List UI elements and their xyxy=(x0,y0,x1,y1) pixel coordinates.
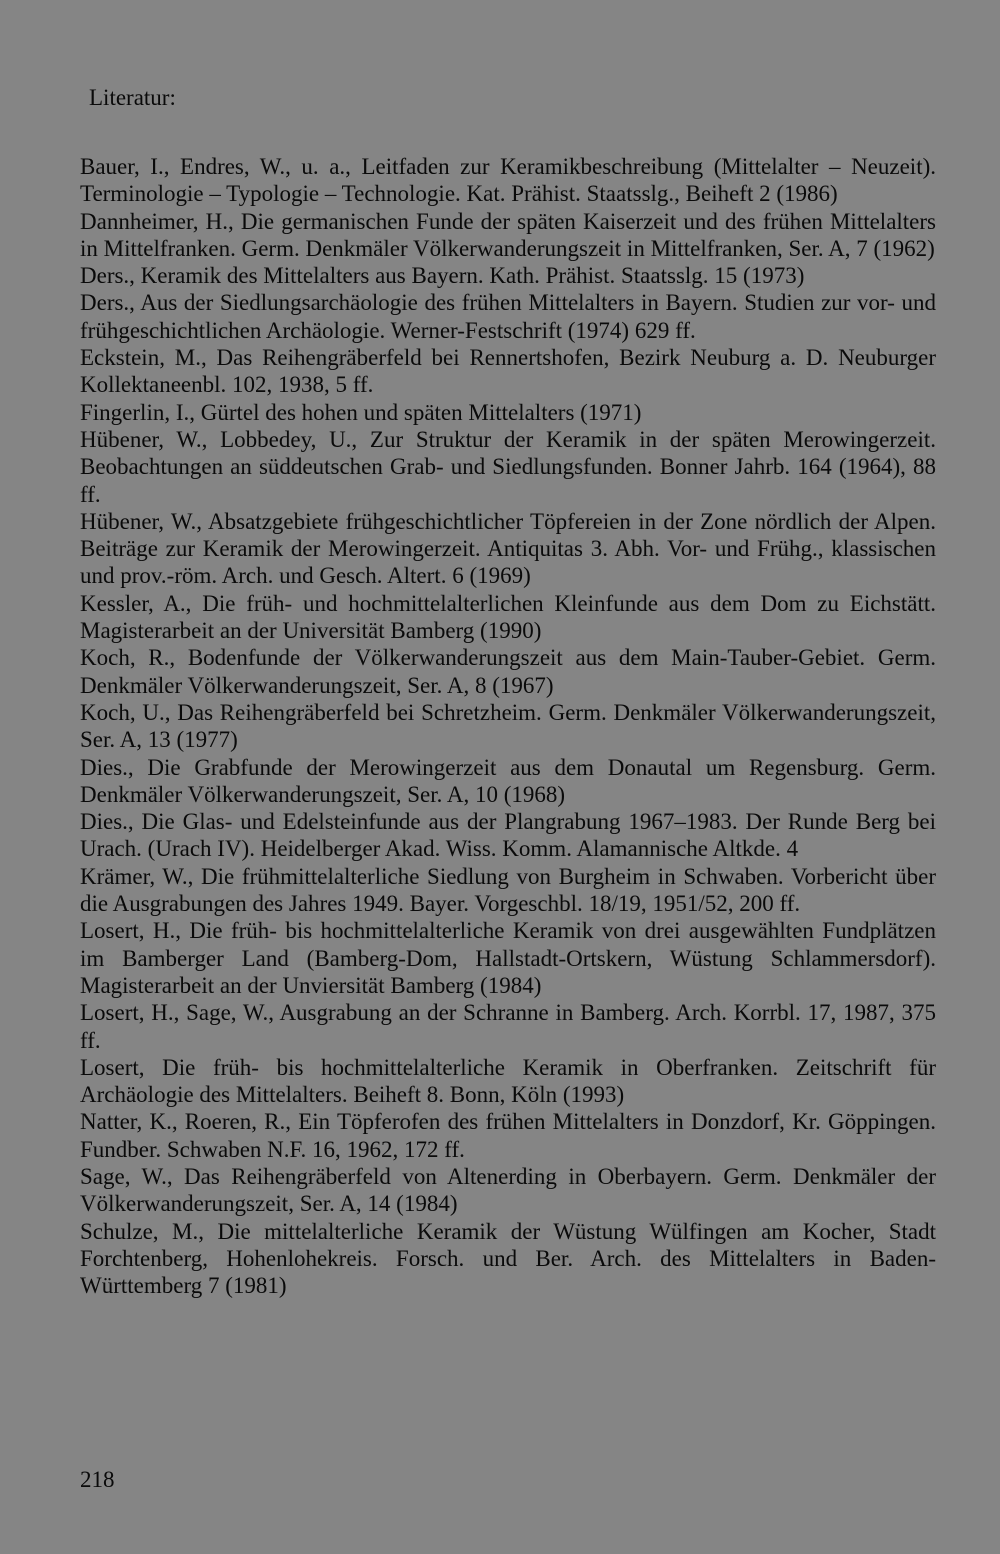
bibliography-entry: Natter, K., Roeren, R., Ein Töpferofen des frühen Mittelalters in Donzdorf, Kr. Göppingen. Fundber. Schwaben N.F. 16, 1962, 172 ff. xyxy=(80,1109,936,1162)
bibliography-entry: Ders., Keramik des Mittelalters aus Bayern. Kath. Prähist. Staatsslg. 15 (1973) xyxy=(80,263,805,289)
document-page xyxy=(80,82,936,1299)
page-number: 218 xyxy=(80,1467,115,1492)
bibliography-entry: Schulze, M., Die mittelalterliche Keramik der Wüstung Wülfingen am Kocher, Stadt Forchtenberg, Hohenlohekreis. Forsch. und Ber. Arch. des Mittelalters in Baden-Württemberg 7 (1981) xyxy=(80,1218,936,1299)
bibliography-entry: Losert, Die früh- bis hochmittelalterliche Keramik in Oberfranken. Zeitschrift für Archäologie des Mittelalters. Beiheft 8. Bonn, Köln (1993) xyxy=(80,1054,936,1108)
bibliography-entry: Eckstein, M., Das Reihengräberfeld bei Rennertshofen, Bezirk Neuburg a. D. Neuburger Kollektaneenbl. 102, 1938, 5 ff. xyxy=(80,345,936,398)
bibliography-entry: Bauer, I., Endres, W., u. a., Leitfaden zur Keramikbeschreibung (Mittelalter – Neuzeit). Terminologie – Typologie – Technologie. Kat. Prähist. Staatsslg., Beiheft 2 (1986) xyxy=(80,154,936,207)
bibliography-entry: Dies., Die Grabfunde der Merowingerzeit aus dem Donautal um Regensburg. Germ. Denkmäler Völkerwanderungszeit, Ser. A, 10 (1968) xyxy=(80,754,936,807)
bibliography-list xyxy=(80,153,936,1299)
bibliography-entry: Losert, H., Die früh- bis hochmittelalterliche Keramik von drei ausgewählten Fundplätzen im Bamberger Land (Bamberg-Dom, Hallstadt-Ortskern, Wüstung Schlammersdorf). Magisterarbeit an der Unviersität Bamberg (1984) xyxy=(80,918,936,998)
bibliography-entry: Hübener, W., Absatzgebiete frühgeschichtlicher Töpfereien in der Zone nördlich der Alpen. Beiträge zur Keramik der Merowingerzeit. Antiquitas 3. Abh. Vor- und Frühg., klassischen und prov.-röm. Arch. und Gesch. Altert. 6 (1969) xyxy=(80,508,936,589)
bibliography-entry: Fingerlin, I., Gürtel des hohen und späten Mittelalters (1971) xyxy=(80,399,642,425)
bibliography-entry: Losert, H., Sage, W., Ausgrabung an der Schranne in Bamberg. Arch. Korrbl. 17, 1987, 375 ff. xyxy=(80,1000,936,1053)
bibliography-entry: Koch, U., Das Reihengräberfeld bei Schretzheim. Germ. Denkmäler Völkerwanderungszeit, Ser. A, 13 (1977) xyxy=(80,699,936,753)
section-heading: Literatur: xyxy=(89,85,176,110)
bibliography-entry: Koch, R., Bodenfunde der Völkerwanderungszeit aus dem Main-Tauber-Gebiet. Germ. Denkmäler Völkerwanderungszeit, Ser. A, 8 (1967) xyxy=(80,645,936,698)
bibliography-entry: Sage, W., Das Reihengräberfeld von Altenerding in Oberbayern. Germ. Denkmäler der Völkerwanderungszeit, Ser. A, 14 (1984) xyxy=(80,1163,936,1217)
bibliography-entry: Dannheimer, H., Die germanischen Funde der späten Kaiserzeit und des frühen Mittelalters in Mittelfranken. Germ. Denkmäler Völkerwanderungszeit in Mittelfranken, Ser. A, 7 (1962) xyxy=(80,208,936,261)
bibliography-entry: Hübener, W., Lobbedey, U., Zur Struktur der Keramik in der späten Merowingerzeit. Beobachtungen an süddeutschen Grab- und Siedlungsfunden. Bonner Jahrb. 164 (1964), 88 ff. xyxy=(80,426,936,507)
bibliography-entry: Ders., Aus der Siedlungsarchäologie des frühen Mittelalters in Bayern. Studien zur vor- und frühgeschichtlichen Archäologie. Werner-Festschrift (1974) 629 ff. xyxy=(80,290,936,343)
bibliography-entry: Kessler, A., Die früh- und hochmittelalterlichen Kleinfunde aus dem Dom zu Eichstätt. Magisterarbeit an der Universität Bamberg (1990) xyxy=(80,590,936,644)
bibliography-entry: Dies., Die Glas- und Edelsteinfunde aus der Plangrabung 1967–1983. Der Runde Berg bei Urach. (Urach IV). Heidelberger Akad. Wiss. Komm. Alamannische Altkde. 4 xyxy=(80,809,936,862)
bibliography-entry: Krämer, W., Die frühmittelalterliche Siedlung von Burgheim in Schwaben. Vorbericht über die Ausgrabungen des Jahres 1949. Bayer. Vorgeschbl. 18/19, 1951/52, 200 ff. xyxy=(80,863,936,917)
